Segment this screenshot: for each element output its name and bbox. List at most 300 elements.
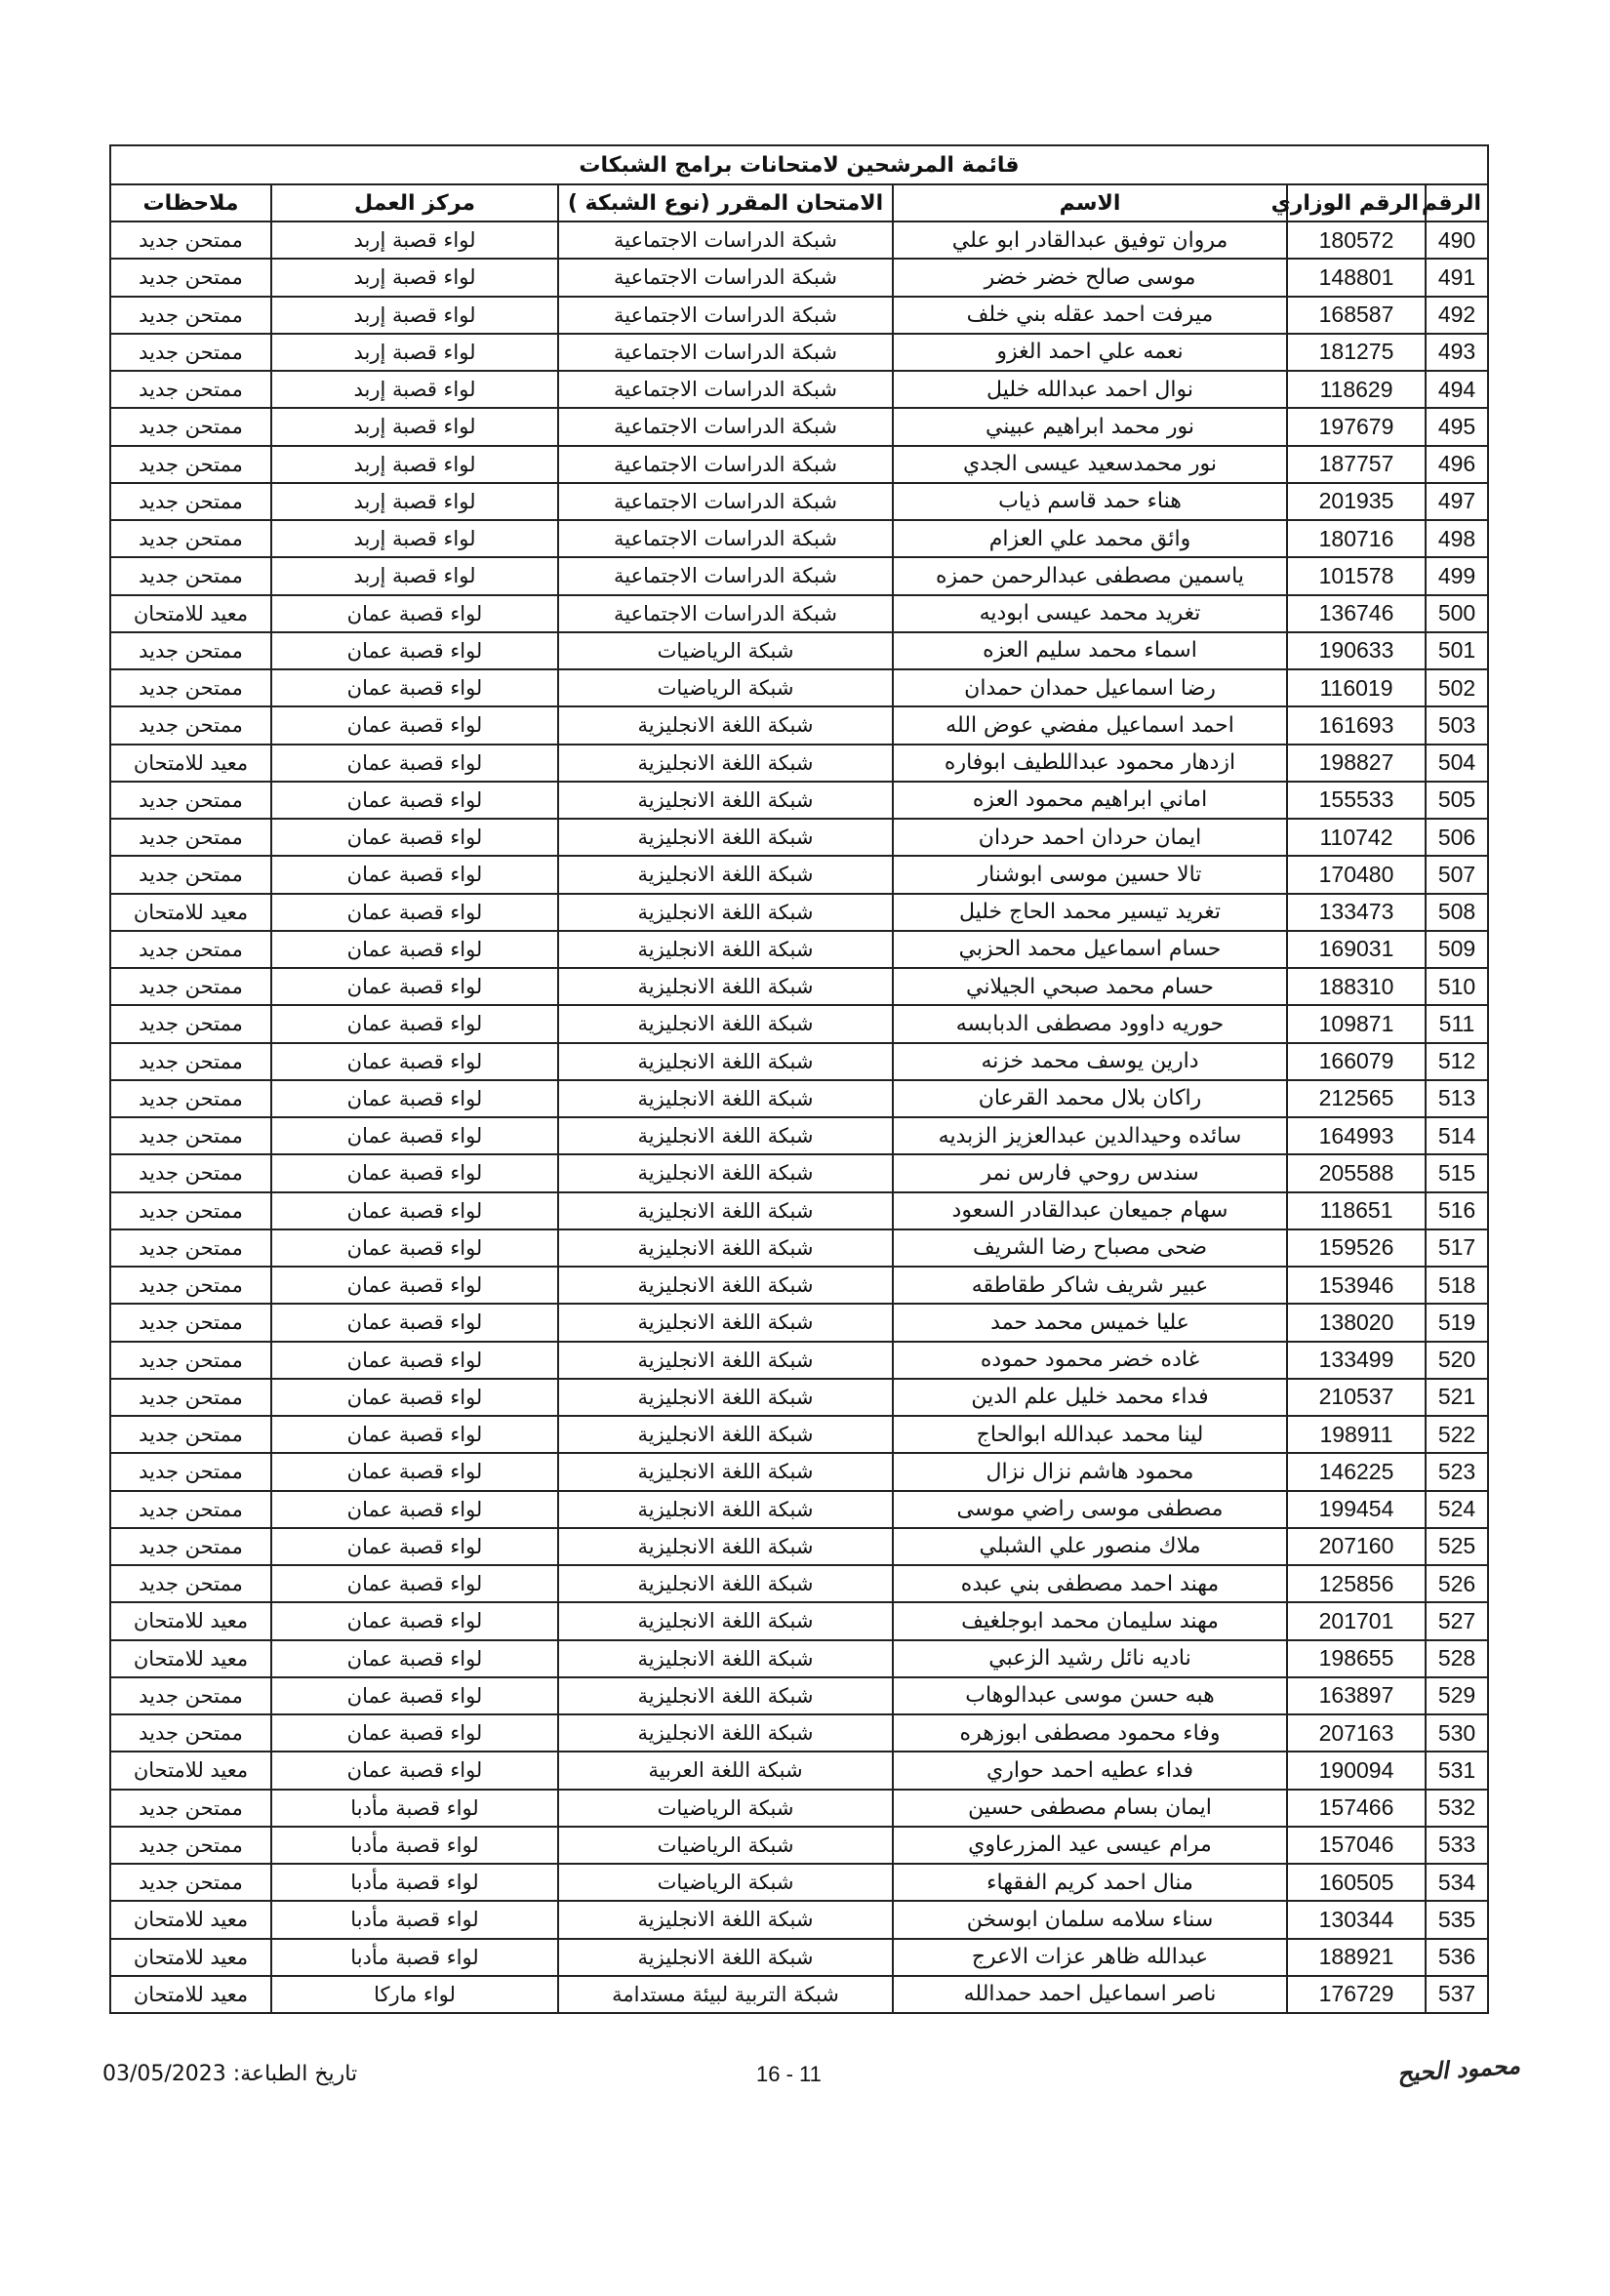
exam-network-cell: شبكة اللغة الانجليزية bbox=[558, 856, 893, 893]
notes-cell: ممتحن جديد bbox=[110, 1229, 271, 1267]
ministry-id-cell: 212565 bbox=[1287, 1080, 1426, 1117]
candidate-name-cell: ميرفت احمد عقله بني خلف bbox=[893, 297, 1287, 334]
candidate-name-cell: حوريه داوود مصطفى الدبابسه bbox=[893, 1005, 1287, 1042]
ministry-id-cell: 205588 bbox=[1287, 1154, 1426, 1191]
row-number-cell: 532 bbox=[1426, 1790, 1488, 1827]
exam-network-cell: شبكة الدراسات الاجتماعية bbox=[558, 483, 893, 520]
candidate-name-cell: فداء محمد خليل علم الدين bbox=[893, 1379, 1287, 1416]
row-number-cell: 527 bbox=[1426, 1602, 1488, 1639]
candidate-name-cell: هبه حسن موسى عبدالوهاب bbox=[893, 1677, 1287, 1714]
ministry-id-cell: 116019 bbox=[1287, 669, 1426, 706]
candidate-name-cell: تغريد تيسير محمد الحاج خليل bbox=[893, 894, 1287, 931]
notes-cell: معيد للامتحان bbox=[110, 1752, 271, 1789]
work-center-cell: لواء قصبة عمان bbox=[271, 819, 558, 856]
table-row bbox=[110, 520, 1488, 557]
candidate-name-cell: سهام جميعان عبدالقادر السعود bbox=[893, 1192, 1287, 1229]
header-name: الاسم bbox=[893, 184, 1287, 222]
candidate-name-cell: مهند سليمان محمد ابوجلغيف bbox=[893, 1602, 1287, 1639]
candidate-name-cell: نعمه علي احمد الغزو bbox=[893, 334, 1287, 371]
work-center-cell: لواء ماركا bbox=[271, 1976, 558, 2013]
exam-network-cell: شبكة اللغة الانجليزية bbox=[558, 1080, 893, 1117]
work-center-cell: لواء قصبة إربد bbox=[271, 557, 558, 594]
exam-network-cell: شبكة اللغة العربية bbox=[558, 1752, 893, 1789]
candidate-name-cell: حسام اسماعيل محمد الحزبي bbox=[893, 931, 1287, 968]
work-center-cell: لواء قصبة إربد bbox=[271, 408, 558, 445]
row-number-cell: 495 bbox=[1426, 408, 1488, 445]
table-row bbox=[110, 745, 1488, 782]
exam-network-cell: شبكة اللغة الانجليزية bbox=[558, 1640, 893, 1677]
table-row bbox=[110, 1714, 1488, 1752]
ministry-id-cell: 169031 bbox=[1287, 931, 1426, 968]
notes-cell: ممتحن جديد bbox=[110, 1528, 271, 1565]
table-row bbox=[110, 1229, 1488, 1267]
exam-network-cell: شبكة الدراسات الاجتماعية bbox=[558, 334, 893, 371]
table-row bbox=[110, 856, 1488, 893]
candidate-name-cell: عبير شريف شاكر طقاطقه bbox=[893, 1267, 1287, 1304]
table-row bbox=[110, 1976, 1488, 2013]
ministry-id-cell: 161693 bbox=[1287, 706, 1426, 744]
candidate-name-cell: راكان بلال محمد القرعان bbox=[893, 1080, 1287, 1117]
table-row bbox=[110, 1453, 1488, 1490]
notes-cell: ممتحن جديد bbox=[110, 557, 271, 594]
row-number-cell: 515 bbox=[1426, 1154, 1488, 1191]
ministry-id-cell: 138020 bbox=[1287, 1304, 1426, 1341]
ministry-id-cell: 109871 bbox=[1287, 1005, 1426, 1042]
ministry-id-cell: 198911 bbox=[1287, 1416, 1426, 1453]
table-row bbox=[110, 1192, 1488, 1229]
work-center-cell: لواء قصبة عمان bbox=[271, 1416, 558, 1453]
candidate-name-cell: ناصر اسماعيل احمد حمدالله bbox=[893, 1976, 1287, 2013]
candidate-name-cell: مروان توفيق عبدالقادر ابو علي bbox=[893, 222, 1287, 259]
work-center-cell: لواء قصبة إربد bbox=[271, 371, 558, 408]
candidate-name-cell: منال احمد كريم الفقهاء bbox=[893, 1864, 1287, 1901]
table-row bbox=[110, 931, 1488, 968]
table-row bbox=[110, 446, 1488, 483]
header-row bbox=[110, 184, 1488, 222]
notes-cell: ممتحن جديد bbox=[110, 819, 271, 856]
exam-network-cell: شبكة اللغة الانجليزية bbox=[558, 1939, 893, 1976]
table-row bbox=[110, 408, 1488, 445]
notes-cell: معيد للامتحان bbox=[110, 595, 271, 632]
print-date: تاريخ الطباعة: 03/05/2023 bbox=[102, 2062, 358, 2086]
table-row bbox=[110, 371, 1488, 408]
row-number-cell: 535 bbox=[1426, 1901, 1488, 1938]
candidate-name-cell: سائده وحيدالدين عبدالعزيز الزبديه bbox=[893, 1117, 1287, 1154]
notes-cell: ممتحن جديد bbox=[110, 1453, 271, 1490]
candidate-name-cell: مرام عيسى عيد المزرعاوي bbox=[893, 1827, 1287, 1864]
ministry-id-cell: 157466 bbox=[1287, 1790, 1426, 1827]
ministry-id-cell: 207163 bbox=[1287, 1714, 1426, 1752]
table-row bbox=[110, 1342, 1488, 1379]
candidate-name-cell: سناء سلامه سلمان ابوسخن bbox=[893, 1901, 1287, 1938]
exam-network-cell: شبكة اللغة الانجليزية bbox=[558, 1677, 893, 1714]
work-center-cell: لواء قصبة إربد bbox=[271, 222, 558, 259]
notes-cell: ممتحن جديد bbox=[110, 1342, 271, 1379]
row-number-cell: 502 bbox=[1426, 669, 1488, 706]
row-number-cell: 522 bbox=[1426, 1416, 1488, 1453]
notes-cell: معيد للامتحان bbox=[110, 745, 271, 782]
row-number-cell: 533 bbox=[1426, 1827, 1488, 1864]
notes-cell: ممتحن جديد bbox=[110, 1379, 271, 1416]
work-center-cell: لواء قصبة إربد bbox=[271, 483, 558, 520]
work-center-cell: لواء قصبة مأدبا bbox=[271, 1864, 558, 1901]
row-number-cell: 521 bbox=[1426, 1379, 1488, 1416]
header-center: مركز العمل bbox=[271, 184, 558, 222]
row-number-cell: 500 bbox=[1426, 595, 1488, 632]
table-row bbox=[110, 1901, 1488, 1938]
notes-cell: ممتحن جديد bbox=[110, 1117, 271, 1154]
table-row bbox=[110, 1154, 1488, 1191]
work-center-cell: لواء قصبة عمان bbox=[271, 1640, 558, 1677]
row-number-cell: 520 bbox=[1426, 1342, 1488, 1379]
candidate-name-cell: هناء حمد قاسم ذياب bbox=[893, 483, 1287, 520]
ministry-id-cell: 207160 bbox=[1287, 1528, 1426, 1565]
row-number-cell: 501 bbox=[1426, 632, 1488, 669]
row-number-cell: 525 bbox=[1426, 1528, 1488, 1565]
header-exam: الامتحان المقرر (نوع الشبكة ) bbox=[558, 184, 893, 222]
row-number-cell: 493 bbox=[1426, 334, 1488, 371]
work-center-cell: لواء قصبة عمان bbox=[271, 894, 558, 931]
candidate-name-cell: سندس روحي فارس نمر bbox=[893, 1154, 1287, 1191]
work-center-cell: لواء قصبة عمان bbox=[271, 1229, 558, 1267]
notes-cell: ممتحن جديد bbox=[110, 520, 271, 557]
exam-network-cell: شبكة اللغة الانجليزية bbox=[558, 819, 893, 856]
row-number-cell: 496 bbox=[1426, 446, 1488, 483]
table-row bbox=[110, 1565, 1488, 1602]
ministry-id-cell: 170480 bbox=[1287, 856, 1426, 893]
work-center-cell: لواء قصبة عمان bbox=[271, 931, 558, 968]
work-center-cell: لواء قصبة عمان bbox=[271, 856, 558, 893]
work-center-cell: لواء قصبة إربد bbox=[271, 446, 558, 483]
exam-network-cell: شبكة اللغة الانجليزية bbox=[558, 1416, 893, 1453]
row-number-cell: 536 bbox=[1426, 1939, 1488, 1976]
table-row bbox=[110, 483, 1488, 520]
candidate-name-cell: غاده خضر محمود حموده bbox=[893, 1342, 1287, 1379]
candidate-name-cell: نوال احمد عبدالله خليل bbox=[893, 371, 1287, 408]
row-number-cell: 517 bbox=[1426, 1229, 1488, 1267]
table-row bbox=[110, 595, 1488, 632]
row-number-cell: 494 bbox=[1426, 371, 1488, 408]
exam-network-cell: شبكة اللغة الانجليزية bbox=[558, 1043, 893, 1080]
candidate-name-cell: عليا خميس محمد حمد bbox=[893, 1304, 1287, 1341]
notes-cell: ممتحن جديد bbox=[110, 1080, 271, 1117]
row-number-cell: 530 bbox=[1426, 1714, 1488, 1752]
candidate-name-cell: مصطفى موسى راضي موسى bbox=[893, 1491, 1287, 1528]
work-center-cell: لواء قصبة عمان bbox=[271, 1528, 558, 1565]
ministry-id-cell: 166079 bbox=[1287, 1043, 1426, 1080]
table-row bbox=[110, 632, 1488, 669]
work-center-cell: لواء قصبة مأدبا bbox=[271, 1939, 558, 1976]
exam-network-cell: شبكة الدراسات الاجتماعية bbox=[558, 446, 893, 483]
exam-network-cell: شبكة اللغة الانجليزية bbox=[558, 1491, 893, 1528]
ministry-id-cell: 133499 bbox=[1287, 1342, 1426, 1379]
table-row bbox=[110, 819, 1488, 856]
ministry-id-cell: 188310 bbox=[1287, 968, 1426, 1005]
row-number-cell: 529 bbox=[1426, 1677, 1488, 1714]
ministry-id-cell: 148801 bbox=[1287, 259, 1426, 296]
work-center-cell: لواء قصبة عمان bbox=[271, 595, 558, 632]
row-number-cell: 504 bbox=[1426, 745, 1488, 782]
candidate-name-cell: ازدهار محمود عبداللطيف ابوفاره bbox=[893, 745, 1287, 782]
exam-network-cell: شبكة اللغة الانجليزية bbox=[558, 1901, 893, 1938]
table-row bbox=[110, 1827, 1488, 1864]
table-row bbox=[110, 894, 1488, 931]
row-number-cell: 512 bbox=[1426, 1043, 1488, 1080]
work-center-cell: لواء قصبة عمان bbox=[271, 968, 558, 1005]
table-row bbox=[110, 669, 1488, 706]
ministry-id-cell: 181275 bbox=[1287, 334, 1426, 371]
notes-cell: ممتحن جديد bbox=[110, 1491, 271, 1528]
row-number-cell: 499 bbox=[1426, 557, 1488, 594]
exam-network-cell: شبكة الرياضيات bbox=[558, 632, 893, 669]
work-center-cell: لواء قصبة عمان bbox=[271, 1267, 558, 1304]
candidate-name-cell: تغريد محمد عيسى ابوديه bbox=[893, 595, 1287, 632]
candidate-name-cell: ايمان حردان احمد حردان bbox=[893, 819, 1287, 856]
header-ministry-id: الرقم الوزاري bbox=[1287, 184, 1426, 222]
ministry-id-cell: 153946 bbox=[1287, 1267, 1426, 1304]
notes-cell: معيد للامتحان bbox=[110, 1640, 271, 1677]
row-number-cell: 492 bbox=[1426, 297, 1488, 334]
table-row bbox=[110, 1267, 1488, 1304]
ministry-id-cell: 118651 bbox=[1287, 1192, 1426, 1229]
row-number-cell: 508 bbox=[1426, 894, 1488, 931]
row-number-cell: 491 bbox=[1426, 259, 1488, 296]
work-center-cell: لواء قصبة عمان bbox=[271, 1080, 558, 1117]
notes-cell: ممتحن جديد bbox=[110, 968, 271, 1005]
exam-network-cell: شبكة اللغة الانجليزية bbox=[558, 894, 893, 931]
exam-network-cell: شبكة اللغة الانجليزية bbox=[558, 1379, 893, 1416]
row-number-cell: 518 bbox=[1426, 1267, 1488, 1304]
exam-network-cell: شبكة الرياضيات bbox=[558, 669, 893, 706]
row-number-cell: 510 bbox=[1426, 968, 1488, 1005]
candidate-name-cell: عبدالله ظاهر عزات الاعرج bbox=[893, 1939, 1287, 1976]
ministry-id-cell: 160505 bbox=[1287, 1864, 1426, 1901]
candidate-name-cell: ياسمين مصطفى عبدالرحمن حمزه bbox=[893, 557, 1287, 594]
notes-cell: ممتحن جديد bbox=[110, 1790, 271, 1827]
notes-cell: ممتحن جديد bbox=[110, 371, 271, 408]
table-row bbox=[110, 1677, 1488, 1714]
candidate-name-cell: ضحى مصباح رضا الشريف bbox=[893, 1229, 1287, 1267]
notes-cell: ممتحن جديد bbox=[110, 1043, 271, 1080]
notes-cell: ممتحن جديد bbox=[110, 483, 271, 520]
ministry-id-cell: 187757 bbox=[1287, 446, 1426, 483]
table-row bbox=[110, 968, 1488, 1005]
table-title-row bbox=[110, 145, 1488, 184]
candidate-name-cell: حسام محمد صبحي الجيلاني bbox=[893, 968, 1287, 1005]
notes-cell: ممتحن جديد bbox=[110, 334, 271, 371]
table-row bbox=[110, 1304, 1488, 1341]
page-number: 16 - 11 bbox=[756, 2062, 822, 2086]
ministry-id-cell: 155533 bbox=[1287, 782, 1426, 819]
row-number-cell: 490 bbox=[1426, 222, 1488, 259]
exam-network-cell: شبكة اللغة الانجليزية bbox=[558, 1565, 893, 1602]
table-row bbox=[110, 297, 1488, 334]
ministry-id-cell: 157046 bbox=[1287, 1827, 1426, 1864]
row-number-cell: 516 bbox=[1426, 1192, 1488, 1229]
exam-network-cell: شبكة اللغة الانجليزية bbox=[558, 1602, 893, 1639]
table-row bbox=[110, 1379, 1488, 1416]
table-row bbox=[110, 334, 1488, 371]
table-row bbox=[110, 259, 1488, 296]
table-row bbox=[110, 222, 1488, 259]
exam-network-cell: شبكة اللغة الانجليزية bbox=[558, 1453, 893, 1490]
notes-cell: ممتحن جديد bbox=[110, 1154, 271, 1191]
exam-network-cell: شبكة الدراسات الاجتماعية bbox=[558, 557, 893, 594]
exam-network-cell: شبكة الدراسات الاجتماعية bbox=[558, 408, 893, 445]
table-row bbox=[110, 1080, 1488, 1117]
table-row bbox=[110, 1752, 1488, 1789]
table-row bbox=[110, 1528, 1488, 1565]
work-center-cell: لواء قصبة عمان bbox=[271, 1453, 558, 1490]
row-number-cell: 524 bbox=[1426, 1491, 1488, 1528]
table-row bbox=[110, 1416, 1488, 1453]
row-number-cell: 503 bbox=[1426, 706, 1488, 744]
notes-cell: ممتحن جديد bbox=[110, 1192, 271, 1229]
work-center-cell: لواء قصبة مأدبا bbox=[271, 1901, 558, 1938]
ministry-id-cell: 110742 bbox=[1287, 819, 1426, 856]
ministry-id-cell: 164993 bbox=[1287, 1117, 1426, 1154]
ministry-id-cell: 136746 bbox=[1287, 595, 1426, 632]
ministry-id-cell: 190633 bbox=[1287, 632, 1426, 669]
notes-cell: معيد للامتحان bbox=[110, 894, 271, 931]
notes-cell: ممتحن جديد bbox=[110, 931, 271, 968]
candidate-name-cell: وفاء محمود مصطفى ابوزهره bbox=[893, 1714, 1287, 1752]
row-number-cell: 537 bbox=[1426, 1976, 1488, 2013]
work-center-cell: لواء قصبة عمان bbox=[271, 745, 558, 782]
row-number-cell: 511 bbox=[1426, 1005, 1488, 1042]
work-center-cell: لواء قصبة عمان bbox=[271, 1752, 558, 1789]
ministry-id-cell: 199454 bbox=[1287, 1491, 1426, 1528]
candidate-name-cell: اماني ابراهيم محمود العزه bbox=[893, 782, 1287, 819]
ministry-id-cell: 176729 bbox=[1287, 1976, 1426, 2013]
work-center-cell: لواء قصبة عمان bbox=[271, 632, 558, 669]
work-center-cell: لواء قصبة مأدبا bbox=[271, 1827, 558, 1864]
candidate-name-cell: لينا محمد عبدالله ابوالحاج bbox=[893, 1416, 1287, 1453]
ministry-id-cell: 130344 bbox=[1287, 1901, 1426, 1938]
exam-network-cell: شبكة اللغة الانجليزية bbox=[558, 1714, 893, 1752]
work-center-cell: لواء قصبة عمان bbox=[271, 1677, 558, 1714]
work-center-cell: لواء قصبة عمان bbox=[271, 1379, 558, 1416]
row-number-cell: 526 bbox=[1426, 1565, 1488, 1602]
work-center-cell: لواء قصبة عمان bbox=[271, 1304, 558, 1341]
row-number-cell: 497 bbox=[1426, 483, 1488, 520]
work-center-cell: لواء قصبة إربد bbox=[271, 334, 558, 371]
row-number-cell: 513 bbox=[1426, 1080, 1488, 1117]
row-number-cell: 523 bbox=[1426, 1453, 1488, 1490]
exam-network-cell: شبكة اللغة الانجليزية bbox=[558, 1154, 893, 1191]
work-center-cell: لواء قصبة عمان bbox=[271, 669, 558, 706]
work-center-cell: لواء قصبة عمان bbox=[271, 1602, 558, 1639]
ministry-id-cell: 188921 bbox=[1287, 1939, 1426, 1976]
ministry-id-cell: 198655 bbox=[1287, 1640, 1426, 1677]
ministry-id-cell: 180716 bbox=[1287, 520, 1426, 557]
exam-network-cell: شبكة الرياضيات bbox=[558, 1864, 893, 1901]
table-body bbox=[110, 222, 1488, 2013]
row-number-cell: 519 bbox=[1426, 1304, 1488, 1341]
exam-network-cell: شبكة اللغة الانجليزية bbox=[558, 1005, 893, 1042]
candidate-name-cell: رضا اسماعيل حمدان حمدان bbox=[893, 669, 1287, 706]
row-number-cell: 509 bbox=[1426, 931, 1488, 968]
exam-network-cell: شبكة الدراسات الاجتماعية bbox=[558, 371, 893, 408]
exam-network-cell: شبكة اللغة الانجليزية bbox=[558, 968, 893, 1005]
signature: محمود الحيح bbox=[1396, 2050, 1521, 2088]
exam-network-cell: شبكة اللغة الانجليزية bbox=[558, 1267, 893, 1304]
notes-cell: ممتحن جديد bbox=[110, 856, 271, 893]
notes-cell: معيد للامتحان bbox=[110, 1939, 271, 1976]
work-center-cell: لواء قصبة إربد bbox=[271, 520, 558, 557]
candidate-name-cell: ايمان بسام مصطفى حسين bbox=[893, 1790, 1287, 1827]
candidate-name-cell: مهند احمد مصطفى بني عبده bbox=[893, 1565, 1287, 1602]
work-center-cell: لواء قصبة عمان bbox=[271, 1117, 558, 1154]
table-title: قائمة المرشحين لامتحانات برامج الشبكات bbox=[110, 145, 1488, 184]
notes-cell: ممتحن جديد bbox=[110, 222, 271, 259]
table-row bbox=[110, 1939, 1488, 1976]
row-number-cell: 528 bbox=[1426, 1640, 1488, 1677]
candidate-name-cell: موسى صالح خضر خضر bbox=[893, 259, 1287, 296]
notes-cell: معيد للامتحان bbox=[110, 1901, 271, 1938]
ministry-id-cell: 198827 bbox=[1287, 745, 1426, 782]
ministry-id-cell: 168587 bbox=[1287, 297, 1426, 334]
ministry-id-cell: 201701 bbox=[1287, 1602, 1426, 1639]
notes-cell: ممتحن جديد bbox=[110, 706, 271, 744]
candidate-name-cell: ملاك منصور علي الشبلي bbox=[893, 1528, 1287, 1565]
exam-network-cell: شبكة اللغة الانجليزية bbox=[558, 1192, 893, 1229]
candidate-name-cell: ناديه نائل رشيد الزعبي bbox=[893, 1640, 1287, 1677]
notes-cell: ممتحن جديد bbox=[110, 1005, 271, 1042]
header-notes: ملاحظات bbox=[110, 184, 271, 222]
exam-network-cell: شبكة الدراسات الاجتماعية bbox=[558, 222, 893, 259]
work-center-cell: لواء قصبة مأدبا bbox=[271, 1790, 558, 1827]
ministry-id-cell: 190094 bbox=[1287, 1752, 1426, 1789]
ministry-id-cell: 133473 bbox=[1287, 894, 1426, 931]
ministry-id-cell: 118629 bbox=[1287, 371, 1426, 408]
candidate-name-cell: نور محمدسعيد عيسى الجدي bbox=[893, 446, 1287, 483]
ministry-id-cell: 125856 bbox=[1287, 1565, 1426, 1602]
row-number-cell: 506 bbox=[1426, 819, 1488, 856]
table-row bbox=[110, 1117, 1488, 1154]
exam-network-cell: شبكة اللغة الانجليزية bbox=[558, 745, 893, 782]
candidate-name-cell: نور محمد ابراهيم عبيني bbox=[893, 408, 1287, 445]
notes-cell: ممتحن جديد bbox=[110, 1304, 271, 1341]
exam-network-cell: شبكة اللغة الانجليزية bbox=[558, 782, 893, 819]
row-number-cell: 514 bbox=[1426, 1117, 1488, 1154]
candidate-name-cell: فداء عطيه احمد حواري bbox=[893, 1752, 1287, 1789]
row-number-cell: 534 bbox=[1426, 1864, 1488, 1901]
notes-cell: ممتحن جديد bbox=[110, 1416, 271, 1453]
ministry-id-cell: 101578 bbox=[1287, 557, 1426, 594]
notes-cell: ممتحن جديد bbox=[110, 632, 271, 669]
candidate-name-cell: تالا حسين موسى ابوشنار bbox=[893, 856, 1287, 893]
exam-network-cell: شبكة اللغة الانجليزية bbox=[558, 1117, 893, 1154]
header-num: الرقم bbox=[1426, 184, 1488, 222]
ministry-id-cell: 197679 bbox=[1287, 408, 1426, 445]
exam-network-cell: شبكة اللغة الانجليزية bbox=[558, 1342, 893, 1379]
work-center-cell: لواء قصبة إربد bbox=[271, 259, 558, 296]
exam-network-cell: شبكة الدراسات الاجتماعية bbox=[558, 297, 893, 334]
table-row bbox=[110, 1005, 1488, 1042]
work-center-cell: لواء قصبة عمان bbox=[271, 1714, 558, 1752]
candidate-name-cell: محمود هاشم نزال نزال bbox=[893, 1453, 1287, 1490]
candidate-name-cell: احمد اسماعيل مفضي عوض الله bbox=[893, 706, 1287, 744]
table-row bbox=[110, 1491, 1488, 1528]
exam-network-cell: شبكة اللغة الانجليزية bbox=[558, 1304, 893, 1341]
work-center-cell: لواء قصبة عمان bbox=[271, 1565, 558, 1602]
notes-cell: ممتحن جديد bbox=[110, 297, 271, 334]
table-row bbox=[110, 1043, 1488, 1080]
exam-network-cell: شبكة اللغة الانجليزية bbox=[558, 931, 893, 968]
ministry-id-cell: 180572 bbox=[1287, 222, 1426, 259]
exam-network-cell: شبكة الدراسات الاجتماعية bbox=[558, 259, 893, 296]
